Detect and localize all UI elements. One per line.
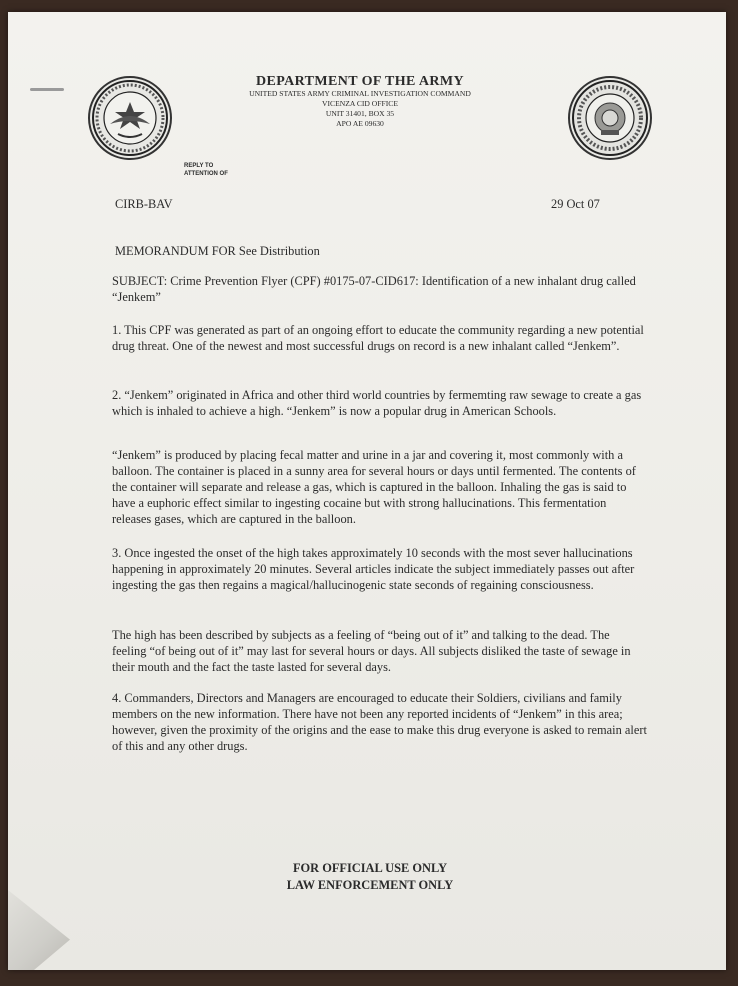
paragraph-4: 4. Commanders, Directors and Managers are encouraged to educate their Soldiers, civilians and family members on the new information. There have not been any reported incidents of “Jenkem” in this area; however, given the proximity of the origins and the ease to make this drug everyone is asked to remain alert of this and any other drugs.: [112, 691, 647, 753]
paragraph-2-continued: “Jenkem” is produced by placing fecal matter and urine in a jar and covering it, most commonly with a balloon. The container is placed in a sunny area for several hours or days until fermented. The contents of the container will separate and release a gas, which is captured in the balloon. Inhaling the gas is said to have a euphoric effect similar to ingesting cocaine but with strong hallucinations. This fermentation releases gases, which are captured in the balloon.: [112, 448, 636, 526]
letterhead-address: [200, 89, 520, 129]
letterhead-title: DEPARTMENT OF THE ARMY: [255, 74, 465, 89]
reply-line: REPLY TO: [184, 163, 214, 169]
staple-mark: [30, 88, 64, 91]
letterhead-line: APO AE 09630: [336, 119, 384, 128]
letterhead-line: UNITED STATES ARMY CRIMINAL INVESTIGATION COMMAND: [249, 89, 471, 98]
footer-law-enforcement: LAW ENFORCEMENT ONLY: [286, 878, 454, 892]
paragraph-1: 1. This CPF was generated as part of an ongoing effort to educate the community regarding a new potential drug threat. One of the newest and most successful drugs on record is a new inhalant called “Jenkem”.: [112, 323, 644, 353]
paragraph-3-continued: The high has been described by subjects as a feeling of “being out of it” and talking to the dead. The feeling “of being out of it” may last for several hours or days. All subjects disliked the taste of sewage in their mouth and the fact the taste lasted for several days.: [112, 628, 631, 674]
reply-line: ATTENTION OF: [184, 171, 228, 177]
cid-command-seal-logo: [568, 76, 652, 160]
reply-to-label: [184, 162, 228, 178]
dod-seal-logo: [88, 76, 172, 160]
memorandum-for: MEMORANDUM FOR See Distribution: [115, 244, 320, 258]
paragraph-2: 2. “Jenkem” originated in Africa and other third world countries by fermemting raw sewage to create a gas which is inhaled to achieve a high. “Jenkem” is now a popular drug in American Schools.: [112, 388, 642, 418]
footer-official-use: FOR OFFICIAL USE ONLY: [292, 861, 448, 875]
memo-date: 29 Oct 07: [551, 197, 600, 211]
letterhead-line: VICENZA CID OFFICE: [322, 99, 398, 108]
office-symbol: CIRB-BAV: [115, 197, 173, 211]
subject-line: SUBJECT: Crime Prevention Flyer (CPF) #0175-07-CID617: Identification of a new inhalant drug called “Jenkem”: [112, 274, 636, 304]
paragraph-3: 3. Once ingested the onset of the high takes approximately 10 seconds with the most sever hallucinations happening in approximately 20 minutes. Several articles indicate the subject immediately passes out after ingesting the gas then regains a magical/hallucinogenic state seconds of regaining consciousness.: [112, 546, 635, 592]
letterhead-line: UNIT 31401, BOX 35: [325, 109, 395, 118]
